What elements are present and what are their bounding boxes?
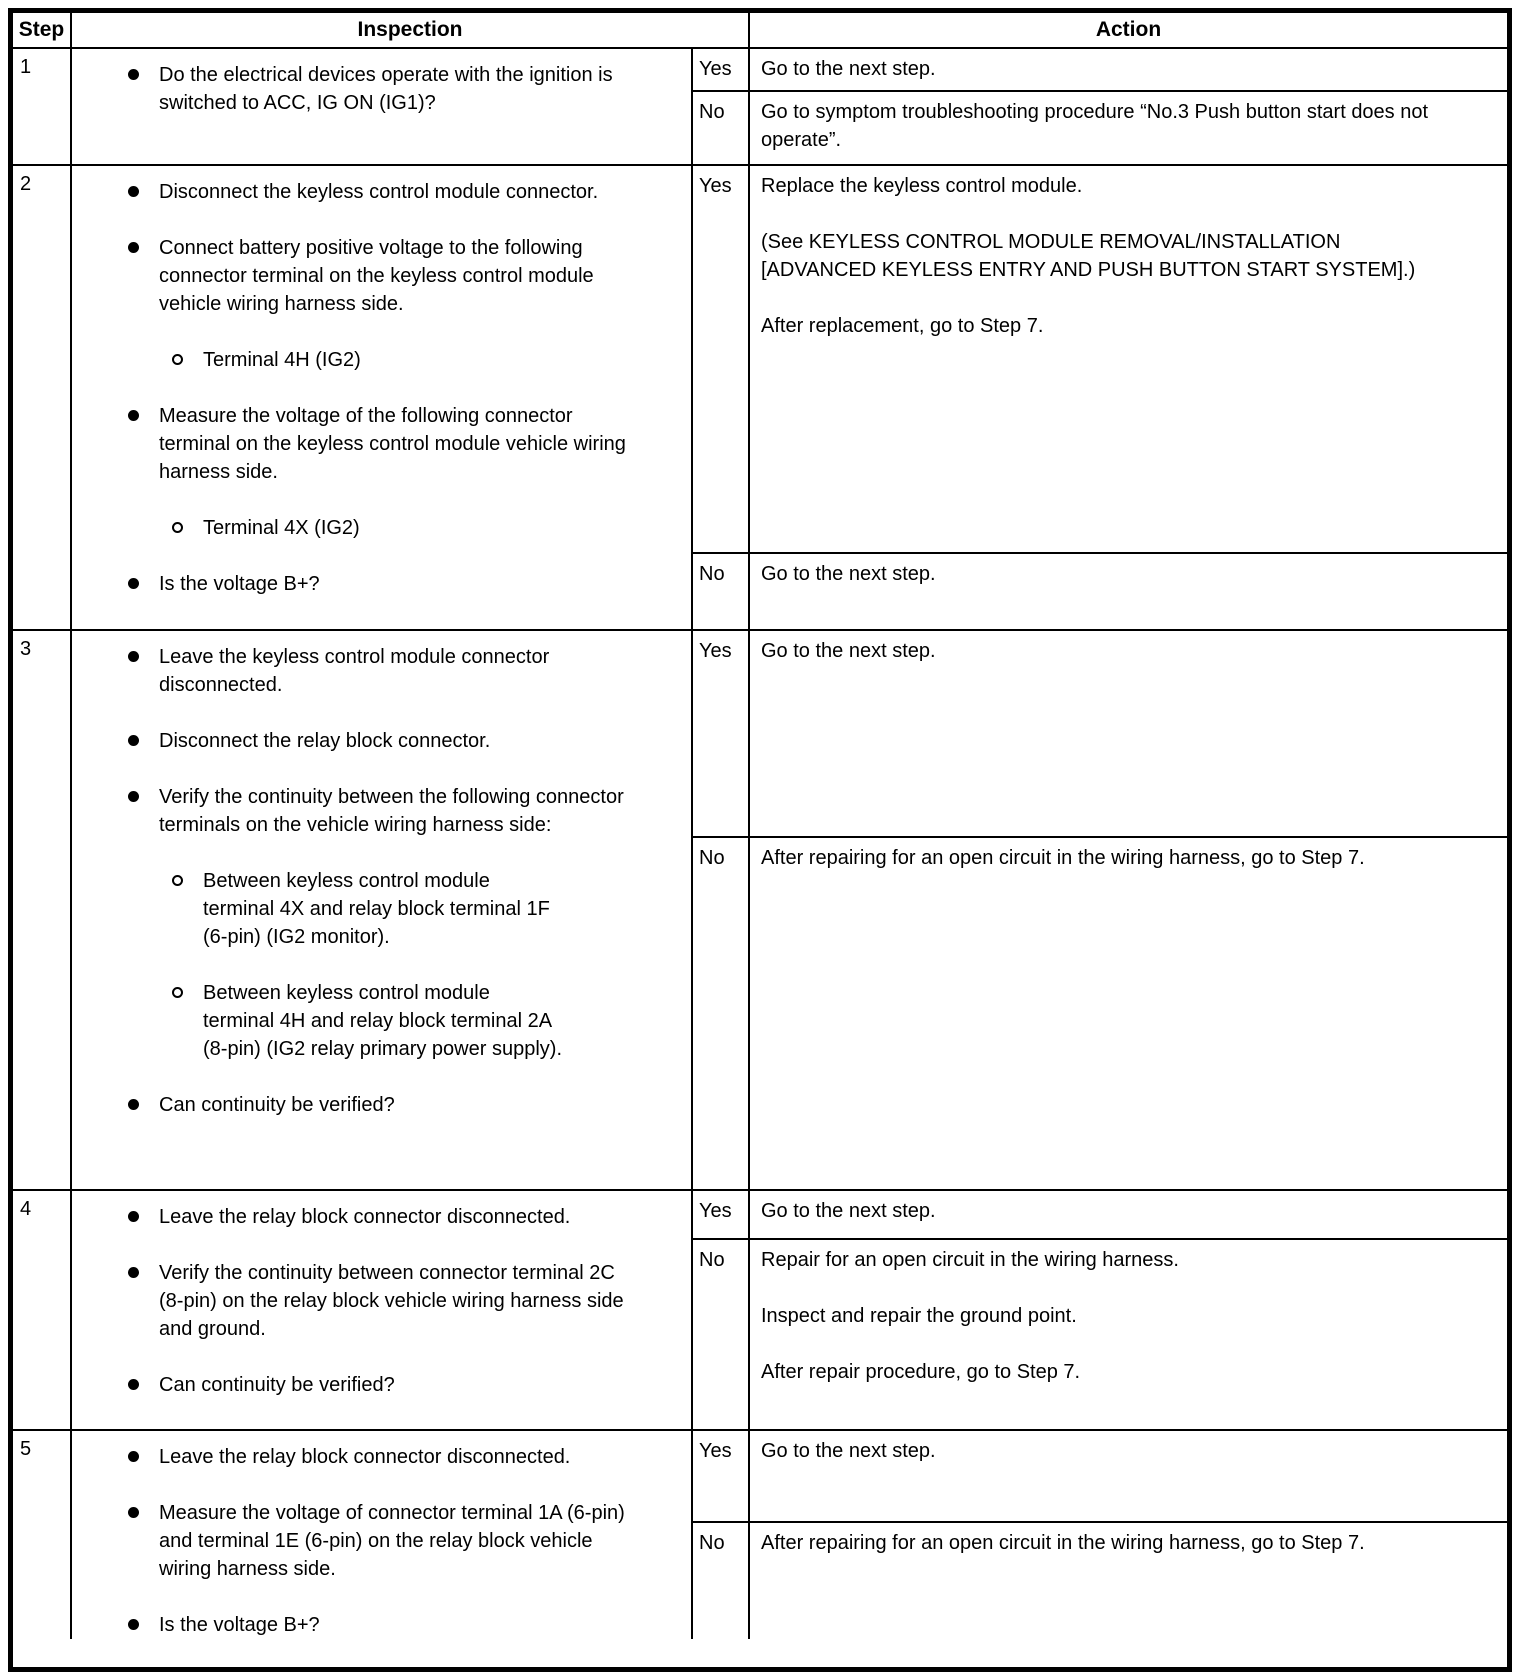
no-subrow xyxy=(693,554,1507,629)
table-header-row xyxy=(13,13,1507,49)
step-number: 5 xyxy=(13,1431,72,1639)
yes-subrow xyxy=(693,631,1507,838)
inspection-text: Measure the voltage of connector terminal 1A (6-pin) and terminal 1E (6-pin) on the relay block vehicle wiring harness side. xyxy=(159,1502,625,1580)
inspection-bullet-item xyxy=(72,727,691,755)
inspection-text: Is the voltage B+? xyxy=(159,573,320,595)
inspection-text: Verify the continuity between the following connector terminals on the vehicle wiring harness side: xyxy=(159,786,624,836)
bullet-icon xyxy=(128,1267,139,1278)
inspection-sub-item xyxy=(72,346,691,374)
inspection-text: Do the electrical devices operate with the ignition is switched to ACC, IG ON (IG1)? xyxy=(159,64,613,114)
action-cell xyxy=(750,166,1507,552)
bullet-icon xyxy=(128,1443,159,1471)
bullet-icon xyxy=(128,1203,159,1231)
action-area xyxy=(693,166,1507,629)
inspection-sub-item xyxy=(72,979,691,1063)
circle-icon xyxy=(172,867,203,951)
bullet-icon xyxy=(128,402,159,486)
no-subrow xyxy=(693,92,1507,164)
bullet-icon xyxy=(128,178,159,206)
step-number: 2 xyxy=(13,166,72,629)
bullet-icon xyxy=(128,234,159,318)
no-label: No xyxy=(693,554,750,629)
table-body xyxy=(13,49,1507,1639)
inspection-bullet-item xyxy=(72,1371,691,1399)
inspection-text: Can continuity be verified? xyxy=(159,1374,395,1396)
inspection-text: Disconnect the keyless control module connector. xyxy=(159,181,599,203)
action-paragraph: After repair procedure, go to Step 7. xyxy=(761,1361,1081,1383)
no-subrow xyxy=(693,1523,1507,1639)
circle-icon xyxy=(172,979,203,1063)
inspection-bullet-item xyxy=(72,234,691,318)
header-step: Step xyxy=(13,13,72,47)
bullet-icon xyxy=(128,61,159,117)
action-paragraph: Repair for an open circuit in the wiring harness. xyxy=(761,1249,1179,1271)
yes-subrow xyxy=(693,166,1507,554)
bullet-icon xyxy=(128,1099,139,1110)
yes-label: Yes xyxy=(693,49,750,90)
inspection-sub-item xyxy=(72,514,691,542)
step-number: 4 xyxy=(13,1191,72,1429)
bullet-icon xyxy=(128,1611,159,1639)
action-paragraph: (See KEYLESS CONTROL MODULE REMOVAL/INSTALLATION [ADVANCED KEYLESS ENTRY AND PUSH BUTTON START SYSTEM].) xyxy=(761,231,1416,281)
step-row xyxy=(13,49,1507,166)
action-paragraph: Replace the keyless control module. xyxy=(761,175,1083,197)
yes-subrow xyxy=(693,1191,1507,1240)
inspection-bullet-item xyxy=(72,1203,691,1231)
header-action: Action xyxy=(1095,18,1162,41)
inspection-text: Between keyless control module terminal 4X and relay block terminal 1F (6-pin) (IG2 monitor). xyxy=(203,870,550,948)
inspection-text: Measure the voltage of the following connector terminal on the keyless control module vehicle wiring harness side. xyxy=(159,405,626,483)
inspection-text: Is the voltage B+? xyxy=(159,1614,320,1636)
inspection-bullet-item xyxy=(72,1259,691,1343)
header-inspection: Inspection xyxy=(72,13,750,47)
yes-label: Yes xyxy=(693,1431,750,1521)
inspection-bullet-item xyxy=(72,783,691,839)
action-cell xyxy=(750,1523,1507,1639)
action-cell xyxy=(750,1431,1507,1521)
action-area xyxy=(693,1431,1507,1639)
inspection-cell xyxy=(72,631,693,1189)
yes-label: Yes xyxy=(693,1191,750,1238)
action-area xyxy=(693,1191,1507,1429)
no-label: No xyxy=(693,1240,750,1429)
inspection-bullet-item xyxy=(72,1611,691,1639)
circle-icon xyxy=(172,346,203,374)
bullet-icon xyxy=(128,1091,159,1119)
step-number: 1 xyxy=(13,49,72,164)
circle-icon xyxy=(172,875,183,886)
yes-label: Yes xyxy=(693,166,750,552)
no-subrow xyxy=(693,1240,1507,1429)
action-cell xyxy=(750,1191,1507,1238)
yes-subrow xyxy=(693,1431,1507,1523)
inspection-cell xyxy=(72,1191,693,1429)
circle-icon xyxy=(172,522,183,533)
step-row xyxy=(13,166,1507,631)
bullet-icon xyxy=(128,570,159,598)
action-paragraph: After repairing for an open circuit in the wiring harness, go to Step 7. xyxy=(761,1532,1365,1554)
action-paragraph: Go to symptom troubleshooting procedure “No.3 Push button start does not operate”. xyxy=(761,101,1429,151)
inspection-text: Connect battery positive voltage to the following connector terminal on the keyless control module vehicle wiring harness side. xyxy=(159,237,594,315)
inspection-bullet-item xyxy=(72,1499,691,1583)
no-label: No xyxy=(693,92,750,164)
inspection-cell xyxy=(72,49,693,164)
inspection-bullet-item xyxy=(72,402,691,486)
action-paragraph: Go to the next step. xyxy=(761,640,936,662)
inspection-bullet-item xyxy=(72,61,691,117)
inspection-text: Leave the keyless control module connector disconnected. xyxy=(159,646,550,696)
action-paragraph: Go to the next step. xyxy=(761,58,936,80)
step-row xyxy=(13,1191,1507,1431)
bullet-icon xyxy=(128,1211,139,1222)
yes-label: Yes xyxy=(693,631,750,836)
action-paragraph: Go to the next step. xyxy=(761,563,936,585)
action-cell xyxy=(750,554,1507,629)
inspection-text: Can continuity be verified? xyxy=(159,1094,395,1116)
inspection-bullet-item xyxy=(72,178,691,206)
bullet-icon xyxy=(128,1371,159,1399)
bullet-icon xyxy=(128,643,159,699)
bullet-icon xyxy=(128,783,159,839)
no-subrow xyxy=(693,838,1507,1189)
bullet-icon xyxy=(128,410,139,421)
circle-icon xyxy=(172,354,183,365)
action-paragraph: After replacement, go to Step 7. xyxy=(761,315,1044,337)
bullet-icon xyxy=(128,791,139,802)
inspection-text: Terminal 4H (IG2) xyxy=(203,349,361,371)
action-area xyxy=(693,49,1507,164)
yes-subrow xyxy=(693,49,1507,92)
action-cell xyxy=(750,49,1507,90)
bullet-icon xyxy=(128,651,139,662)
circle-icon xyxy=(172,514,203,542)
step-number: 3 xyxy=(13,631,72,1189)
action-paragraph: After repairing for an open circuit in the wiring harness, go to Step 7. xyxy=(761,847,1365,869)
inspection-text: Verify the continuity between connector terminal 2C (8-pin) on the relay block vehicle wiring harness side and ground. xyxy=(159,1262,624,1340)
bullet-icon xyxy=(128,69,139,80)
bullet-icon xyxy=(128,186,139,197)
no-label: No xyxy=(693,1523,750,1639)
bullet-icon xyxy=(128,242,139,253)
action-cell xyxy=(750,631,1507,836)
action-paragraph: Go to the next step. xyxy=(761,1440,936,1462)
action-paragraph: Inspect and repair the ground point. xyxy=(761,1305,1077,1327)
action-paragraph: Go to the next step. xyxy=(761,1200,936,1222)
action-area xyxy=(693,631,1507,1189)
action-cell xyxy=(750,92,1507,164)
troubleshooting-table xyxy=(8,8,1512,1672)
inspection-bullet-item xyxy=(72,643,691,699)
inspection-bullet-item xyxy=(72,570,691,598)
inspection-cell xyxy=(72,166,693,629)
bullet-icon xyxy=(128,735,139,746)
bullet-icon xyxy=(128,1259,159,1343)
inspection-bullet-item xyxy=(72,1091,691,1119)
inspection-text: Disconnect the relay block connector. xyxy=(159,730,491,752)
bullet-icon xyxy=(128,1499,159,1583)
bullet-icon xyxy=(128,1507,139,1518)
circle-icon xyxy=(172,987,183,998)
action-cell xyxy=(750,1240,1507,1429)
inspection-cell xyxy=(72,1431,693,1639)
inspection-text: Leave the relay block connector disconnected. xyxy=(159,1206,571,1228)
bullet-icon xyxy=(128,727,159,755)
step-row xyxy=(13,631,1507,1191)
bullet-icon xyxy=(128,1379,139,1390)
inspection-text: Between keyless control module terminal 4H and relay block terminal 2A (8-pin) (IG2 relay primary power supply). xyxy=(203,982,562,1060)
inspection-sub-item xyxy=(72,867,691,951)
bullet-icon xyxy=(128,1451,139,1462)
inspection-text: Terminal 4X (IG2) xyxy=(203,517,360,539)
inspection-bullet-item xyxy=(72,1443,691,1471)
no-label: No xyxy=(693,838,750,1189)
action-cell xyxy=(750,838,1507,1189)
step-row xyxy=(13,1431,1507,1639)
inspection-text: Leave the relay block connector disconnected. xyxy=(159,1446,571,1468)
bullet-icon xyxy=(128,578,139,589)
bullet-icon xyxy=(128,1619,139,1630)
